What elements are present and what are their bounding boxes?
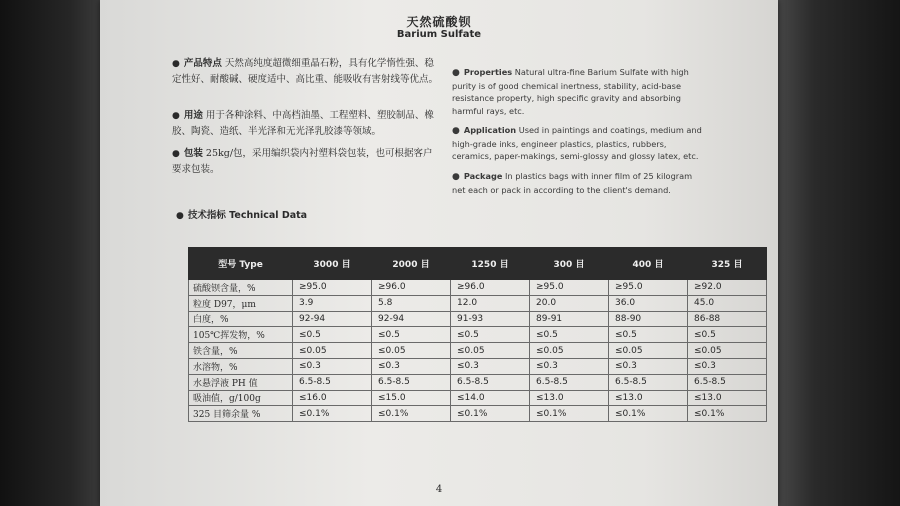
row-label-cell: 白度，%: [189, 311, 293, 327]
table-row: [189, 295, 767, 311]
value-cell: 3.9: [293, 295, 372, 311]
column-header: 300 目: [530, 248, 609, 280]
bullet-icon: ●: [172, 111, 180, 121]
row-label-cell: 325 目筛余量 %: [189, 406, 293, 422]
value-cell: 88-90: [609, 311, 688, 327]
value-cell: 91-93: [451, 311, 530, 327]
document-title-en: Barium Sulfate: [396, 29, 482, 40]
value-cell: ≤0.1%: [372, 406, 451, 422]
value-cell: 6.5-8.5: [530, 374, 609, 390]
value-cell: ≤14.0: [451, 390, 530, 406]
row-label-cell: 水悬浮液 PH 值: [189, 374, 293, 390]
table-row: [189, 280, 767, 296]
value-cell: 45.0: [688, 295, 767, 311]
value-cell: 36.0: [609, 295, 688, 311]
cn-package-text: 25kg/包，采用编织袋内衬塑料袋包装，也可根据客户要求包装。: [172, 148, 433, 175]
row-label-cell: 水溶物，%: [189, 358, 293, 374]
value-cell: ≤0.5: [372, 327, 451, 343]
en-application-paragraph: [452, 124, 702, 163]
en-package-text: In plastics bags with inner film of 25 kilogram net each or pack in according to the client's demand.: [452, 171, 693, 195]
value-cell: ≥96.0: [451, 280, 530, 296]
column-header: 325 目: [688, 248, 767, 280]
value-cell: 92-94: [293, 311, 372, 327]
value-cell: ≤0.1%: [609, 406, 688, 422]
bullet-icon: ●: [452, 172, 460, 182]
column-header: 1250 目: [451, 248, 530, 280]
table-row: [189, 406, 767, 422]
value-cell: ≤0.3: [688, 358, 767, 374]
bullet-icon: ●: [172, 149, 180, 159]
en-application-head: Application: [463, 125, 517, 135]
en-application-text: Used in paintings and coatings, medium and high-grade inks, engineer plastics, plastics, rubbers, ceramics, paper-makings, semi-glossy and glossy latex, etc.: [452, 125, 702, 161]
table-row: [189, 327, 767, 343]
column-header-type: 型号 Type: [189, 248, 293, 280]
table-row: [189, 343, 767, 359]
value-cell: ≤0.5: [293, 327, 372, 343]
table-row: [189, 374, 767, 390]
value-cell: ≥95.0: [293, 280, 372, 296]
cn-usage-head: 用途: [183, 110, 203, 121]
value-cell: 12.0: [451, 295, 530, 311]
value-cell: ≥96.0: [372, 280, 451, 296]
document-page: [100, 0, 778, 506]
value-cell: 6.5-8.5: [451, 374, 530, 390]
value-cell: 6.5-8.5: [609, 374, 688, 390]
value-cell: ≤0.05: [530, 343, 609, 359]
value-cell: ≤0.05: [688, 343, 767, 359]
table-row: [189, 358, 767, 374]
value-cell: ≥95.0: [530, 280, 609, 296]
value-cell: ≤0.3: [451, 358, 530, 374]
column-header: 2000 目: [372, 248, 451, 280]
value-cell: ≤0.5: [688, 327, 767, 343]
desk-background-right: [778, 0, 900, 506]
value-cell: ≤0.05: [451, 343, 530, 359]
cn-features-text: 天然高纯度超微细重晶石粉，具有化学惰性强、稳定性好、耐酸碱、硬度适中、高比重、能吸收有害射线等优点。: [172, 58, 439, 85]
value-cell: ≤0.3: [372, 358, 451, 374]
table-body: [189, 280, 767, 422]
document-title-cn: 天然硫酸钡: [406, 15, 472, 29]
value-cell: ≤0.1%: [530, 406, 609, 422]
column-header: 400 目: [609, 248, 688, 280]
value-cell: ≤0.05: [609, 343, 688, 359]
value-cell: ≥92.0: [688, 280, 767, 296]
value-cell: 6.5-8.5: [372, 374, 451, 390]
value-cell: ≤0.5: [530, 327, 609, 343]
value-cell: ≤15.0: [372, 390, 451, 406]
bullet-icon: ●: [176, 211, 184, 221]
bullet-icon: ●: [172, 59, 180, 69]
value-cell: ≥95.0: [609, 280, 688, 296]
cn-package-paragraph: [172, 146, 438, 177]
cn-usage-text: 用于各种涂料、中高档油墨、工程塑料、塑胶制品、橡胶、陶瓷、造纸、半光泽和无光泽乳胶漆等领域。: [172, 110, 434, 137]
row-label-cell: 粒度 D97，μm: [189, 295, 293, 311]
value-cell: ≤13.0: [609, 390, 688, 406]
value-cell: 89-91: [530, 311, 609, 327]
value-cell: ≤0.05: [293, 343, 372, 359]
row-label-cell: 105℃挥发物，%: [189, 327, 293, 343]
cn-package-head: 包装: [183, 148, 203, 159]
en-properties-paragraph: [452, 66, 702, 117]
value-cell: 6.5-8.5: [293, 374, 372, 390]
column-header: 3000 目: [293, 248, 372, 280]
page-number: 4: [435, 484, 443, 495]
value-cell: 20.0: [530, 295, 609, 311]
bullet-icon: ●: [452, 68, 460, 78]
value-cell: ≤0.5: [609, 327, 688, 343]
desk-background-left: [0, 0, 100, 506]
value-cell: 92-94: [372, 311, 451, 327]
en-package-head: Package: [463, 171, 503, 181]
row-label-cell: 硫酸钡含量，%: [189, 280, 293, 296]
bullet-icon: ●: [452, 126, 460, 136]
technical-data-heading: [176, 207, 307, 221]
technical-data-table: [188, 247, 767, 422]
value-cell: ≤13.0: [688, 390, 767, 406]
en-properties-head: Properties: [463, 67, 513, 77]
table-header-row: [189, 248, 767, 280]
value-cell: ≤0.3: [609, 358, 688, 374]
table-row: [189, 311, 767, 327]
row-label-cell: 铁含量，%: [189, 343, 293, 359]
value-cell: ≤0.1%: [688, 406, 767, 422]
value-cell: ≤16.0: [293, 390, 372, 406]
table-row: [189, 390, 767, 406]
en-properties-text: Natural ultra-fine Barium Sulfate with high purity is of good chemical inertness, stability, acid-base resistance property, high specific gravity and absorbing harmful rays, etc.: [452, 67, 689, 116]
cn-features-paragraph: [172, 56, 438, 87]
value-cell: 86-88: [688, 311, 767, 327]
row-label-cell: 吸油值，g/100g: [189, 390, 293, 406]
en-package-paragraph: [452, 170, 702, 196]
cn-usage-paragraph: [172, 108, 438, 139]
technical-data-heading-text: 技术指标 Technical Data: [187, 210, 308, 221]
value-cell: ≤13.0: [530, 390, 609, 406]
value-cell: ≤0.05: [372, 343, 451, 359]
cn-features-head: 产品特点: [183, 58, 222, 69]
value-cell: ≤0.1%: [293, 406, 372, 422]
value-cell: 5.8: [372, 295, 451, 311]
value-cell: ≤0.3: [530, 358, 609, 374]
value-cell: ≤0.5: [451, 327, 530, 343]
value-cell: ≤0.1%: [451, 406, 530, 422]
value-cell: 6.5-8.5: [688, 374, 767, 390]
value-cell: ≤0.3: [293, 358, 372, 374]
